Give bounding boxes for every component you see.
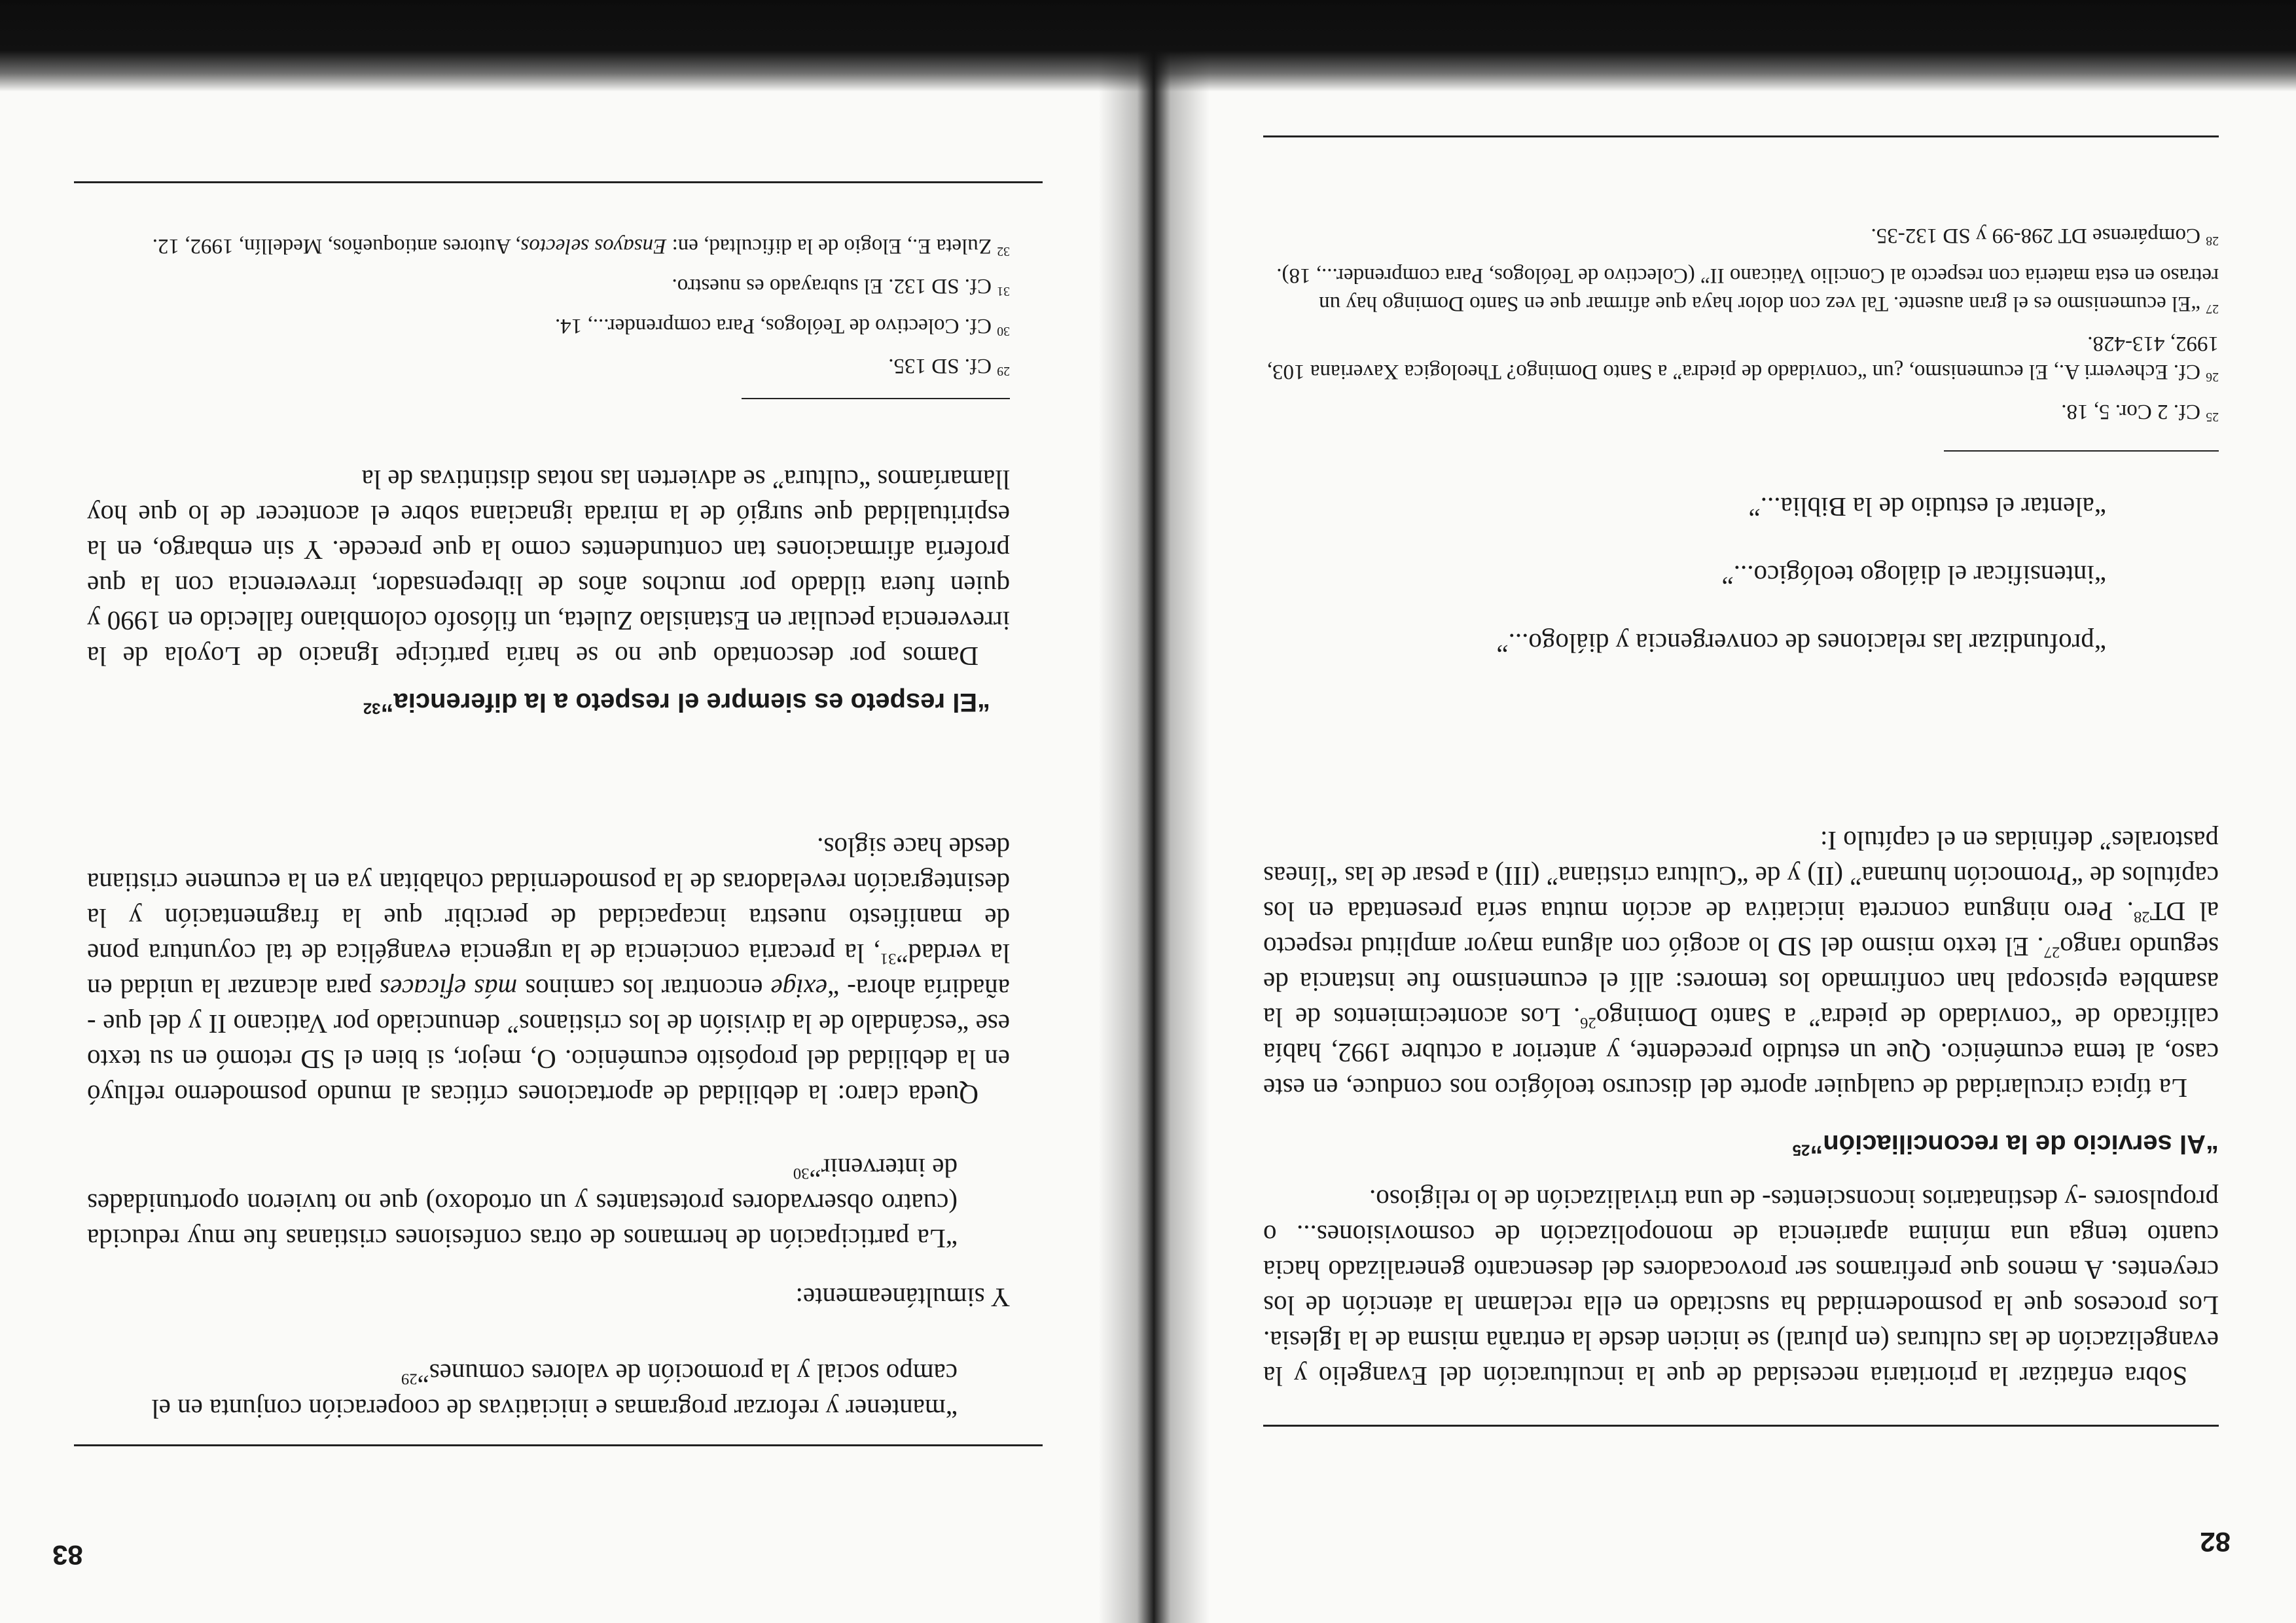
footnote-ref: 27: [2043, 943, 2060, 961]
footnote-text: Cf. SD 135.: [888, 354, 992, 378]
text-run: Queda claro: la debilidad de aportaciones críticas al mundo posmoderno refluyó en la debilidad del propósito ecuménico. O, mejor, si bien el SD retomó en su texto ese “escándalo de la división de los cristianos” denunciado por Vaticano II y del que -añadiría ahora- “: [87, 974, 1010, 1110]
text-run-italic: exige: [770, 974, 828, 1004]
footnote-text: Cf. Colectivo de Teólogos, Para comprender..., 14.: [554, 314, 992, 338]
footnote-text-italic: Ensayos selectos: [520, 234, 667, 258]
footnote: [87, 272, 1010, 300]
paragraph: Y simultáneamente:: [795, 1283, 1010, 1313]
quoted-list: [1268, 490, 2106, 661]
footnote-number: 32: [997, 244, 1010, 259]
footnote-text: , Autores antioqueños, Medellín, 1992, 12.: [152, 234, 521, 258]
quoted-block: [87, 1150, 958, 1257]
footer-rule: [74, 181, 1043, 183]
heading-text: “Al servicio de la reconciliación”: [1810, 1130, 2219, 1158]
footnote-ref: 32: [363, 699, 381, 717]
text-run: “La participación de hermanos de otras confesiones cristianas fue muy reducida (cuatro observadores protestantes y un ortodoxo) que no tuvieron oportunidades de intervenir”: [87, 1153, 958, 1254]
text-run: “mantener y reforzar programas e iniciativas de cooperación conjunta en el campo social y la promoción de valores comunes”: [151, 1359, 958, 1424]
body-text: [87, 830, 1010, 1113]
section-heading: [1793, 1129, 2219, 1158]
footnote-ref: 26: [1580, 1014, 1596, 1032]
body-text: [1263, 1182, 2219, 1394]
text-run: . El texto mismo del SD lo acogió con alguna mayor amplitud respecto al DT: [1263, 897, 2219, 962]
text-run: , la precaria conciencia de la urgencia evangélica de tal coyuntura pone de manifiesto nuestra incapacidad de percibir que la fragmentación y la desintegración reveladoras de la posmodernidad cohabitan ya en la ecumene cristiana desde hace siglos.: [87, 832, 1010, 969]
quote-item: “alentar el estudio de la Biblia...”: [1748, 492, 2106, 522]
footnote: [1263, 397, 2219, 425]
footnote-ref: 29: [401, 1370, 418, 1388]
footnote-text: Cf. 2 Cor. 5, 18.: [2061, 400, 2200, 423]
footnote: [1263, 329, 2219, 385]
footnote-number: 26: [2206, 370, 2219, 384]
footnote: [1263, 261, 2219, 317]
footnotes: [87, 220, 1010, 380]
scanner-shadow: [0, 0, 2296, 92]
paragraph: Damos por descontado que no se haría partícipe Ignacio de Loyola de la irreverencia peculiar en Estanislao Zuleta, un filósofo colombiano fallecido en 1990 y quien fuera tildado por muchos años de librepensador, irreverencia con la que profería afirmaciones tan contundentes como la que precede. Y sin embargo, en la espiritualidad que surgió de la mirada ignaciana sobre el acontecer de lo que hoy llamaríamos “cultura” se advierten las notas distintivas de la: [87, 465, 1010, 671]
footnote-ref: 31: [880, 950, 897, 968]
footnote-number: 27: [2206, 302, 2219, 316]
text-run: para alcanzar la unidad en la verdad”: [87, 938, 1010, 1004]
body-text: [87, 462, 1010, 674]
footnotes: [1263, 209, 2219, 425]
footnote-number: 25: [2206, 410, 2219, 424]
footnote-rule: [1944, 450, 2219, 452]
footnote: [87, 351, 1010, 380]
text-run: . Pero ninguna concreta iniciativa de acción mutua sería presentada en los capítulos de “Promoción humana” (II) y de “Cultura cristiana” (III) a pesar de las “líneas pastorales” definidas en el capítulo I:: [1263, 826, 2219, 927]
quote-item: “profundizar las relaciones de convergencia y diálogo...”: [1496, 628, 2106, 658]
book-spine-gutter: [1098, 0, 1210, 1623]
quoted-block: [87, 1356, 958, 1427]
footnote-number: 28: [2206, 234, 2219, 248]
paragraph: [87, 830, 1010, 1113]
footnote-number: 29: [997, 364, 1010, 378]
text-run: . Los acontecimientos de la asamblea episcopal han confirmado los temores: allí el ecumenismo fue instancia de segundo rango: [1263, 932, 2219, 1033]
heading-text: “El respeto es siempre el respeto a la diferencia”: [380, 688, 990, 717]
paragraph: [1263, 823, 2219, 1106]
body-text: [1263, 823, 2219, 1106]
footnote-ref: 28: [2133, 908, 2150, 926]
footnote-ref: 30: [793, 1164, 810, 1183]
header-rule: [74, 1444, 1043, 1446]
footnote-text: Cf. SD 132. El subrayado es nuestro.: [672, 274, 992, 298]
footnote-rule: [742, 398, 1010, 399]
footnote: [1263, 221, 2219, 249]
footnote-text: Compárense DT 298-99 y SD 132-35.: [1871, 224, 2200, 247]
quote-item: “intensificar el diálogo teológico...”: [1721, 560, 2106, 590]
section-heading: [363, 687, 990, 717]
footnote-text: Cf. Echeverri A., El ecumenismo, ¿un “convidado de piedra” a Santo Domingo? Theologica Xaveriana 103, 1992, 413-428.: [1266, 332, 2219, 383]
quote-item: [87, 1150, 958, 1257]
page-82: [1154, 0, 2296, 1623]
footnote-text: “El ecumenismo es el gran ausente. Tal vez con dolor haya que afirmar que en Santo Domingo hay un retraso en esta materia con respecto al Concilio Vaticano II” (Colectivo de Teólogos, Para comprender..., 18).: [1276, 264, 2219, 315]
footnote-ref: 25: [1792, 1141, 1810, 1159]
paragraph: Sobra enfatizar la prioritaria necesidad de que la inculturación del Evangelio y la evangelización de las culturas (en plural) se inicien desde la entraña misma de la Iglesia. Los procesos que la posmodernidad ha suscitado en ella reclaman la atención de los creyentes. A menos que prefiramos ser provocadores del desencanto generalizado hacia cuanto tenga una mínima apariencia de monopolización de cosmovisiones... o propulsores -y destinatarios inconscientes- de una trivialización de lo religioso.: [1263, 1185, 2219, 1391]
text-run: La típica circularidad de cualquier aporte del discurso teológico nos conduce, en este caso, al tema ecuménico. Que un estudio precedente, y anterior a octubre 1992, había calificado de “convidado de piedra” a Santo Domingo: [1263, 1003, 2219, 1103]
header-rule: [1263, 1425, 2219, 1427]
text-run: encontrar los caminos: [517, 974, 771, 1004]
footnote-number: 31: [997, 284, 1010, 298]
footnote: [87, 232, 1010, 260]
page-number: 82: [2200, 1527, 2231, 1558]
quote-item: [87, 1356, 958, 1427]
text-run-italic: más eficaces: [380, 974, 518, 1004]
footer-rule: [1263, 135, 2219, 137]
body-text: [94, 1280, 1010, 1315]
page-number: 83: [52, 1540, 83, 1571]
footnote: [87, 312, 1010, 340]
footnote-text: Zuleta E., Elogio de la dificultad, en:: [666, 234, 992, 258]
page-edge-shadow: [0, 0, 2296, 9]
footnote-number: 30: [997, 324, 1010, 338]
